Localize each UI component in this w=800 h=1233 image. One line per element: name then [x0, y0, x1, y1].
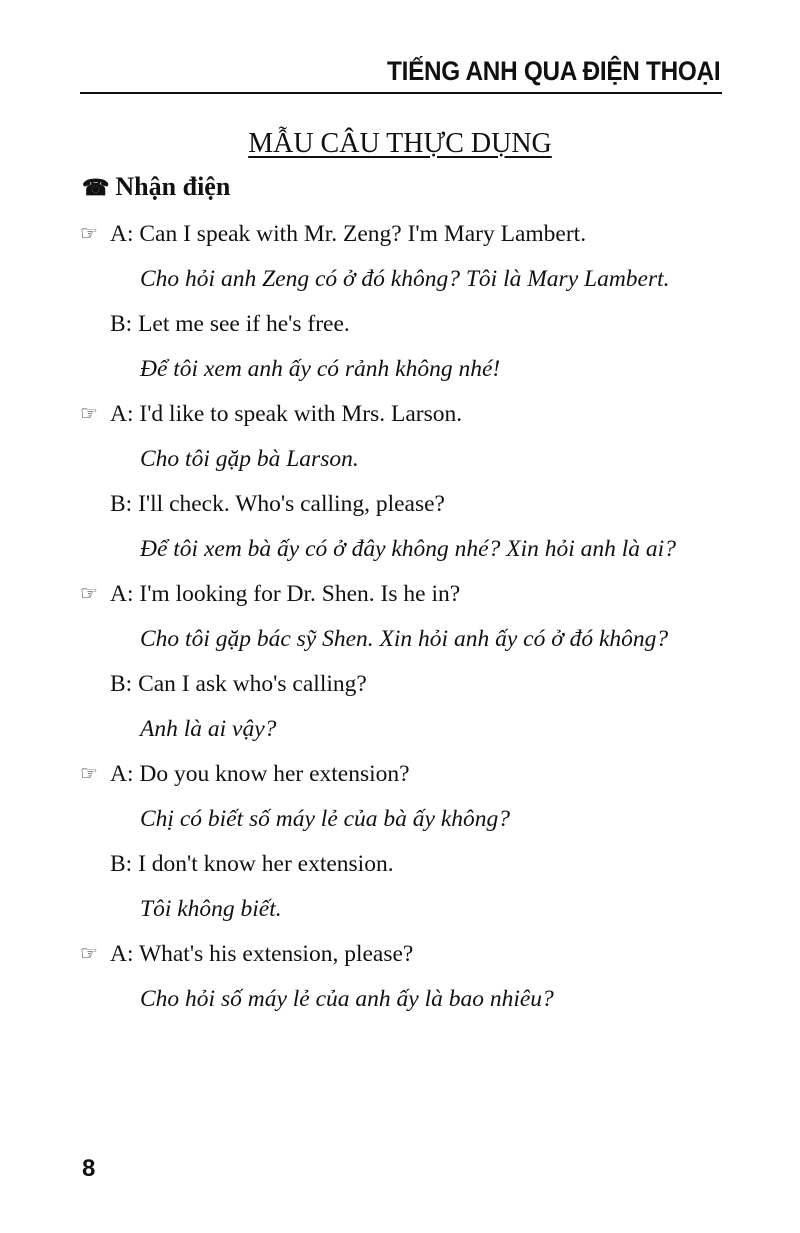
translation: Cho hỏi anh Zeng có ở đó không? Tôi là Mary Lambert.: [140, 266, 670, 292]
translation: Cho tôi gặp bà Larson.: [140, 446, 359, 472]
dialogue-list: [82, 218, 722, 1016]
translation: Để tôi xem bà ấy có ở đây không nhé? Xin hỏi anh là ai?: [140, 536, 676, 562]
pointing-hand-icon: ☞: [80, 223, 98, 245]
pointing-hand-icon: ☞: [80, 763, 98, 785]
translation: Tôi không biết.: [140, 896, 282, 922]
section-heading: ☎ Nhận điện: [82, 172, 231, 201]
translation: Chị có biết số máy lẻ của bà ấy không?: [140, 806, 511, 832]
speaker-b-line: B: Let me see if he's free.: [110, 311, 350, 337]
running-header: [80, 52, 722, 94]
pointing-hand-icon: ☞: [80, 943, 98, 965]
speaker-a-line: ☞ A: I'd like to speak with Mrs. Larson.: [82, 398, 722, 431]
pointing-hand-icon: ☞: [80, 583, 98, 605]
translation: Anh là ai vậy?: [140, 716, 277, 742]
speaker-a-line: ☞ A: Can I speak with Mr. Zeng? I'm Mary Lambert.: [82, 218, 722, 251]
translation: Cho tôi gặp bác sỹ Shen. Xin hỏi anh ấy có ở đó không?: [140, 626, 669, 652]
pointing-hand-icon: ☞: [80, 403, 98, 425]
speaker-b-line: B: I'll check. Who's calling, please?: [110, 491, 445, 517]
speaker-a-line: ☞ A: I'm looking for Dr. Shen. Is he in?: [82, 578, 722, 611]
speaker-a-line: ☞ A: What's his extension, please?: [82, 938, 722, 971]
page-number: 8: [82, 1155, 96, 1182]
speaker-b-line: B: I don't know her extension.: [110, 851, 394, 877]
speaker-a-line: ☞ A: Do you know her extension?: [82, 758, 722, 791]
chapter-title: MẪU CÂU THỰC DỤNG: [248, 128, 552, 159]
translation: Để tôi xem anh ấy có rảnh không nhé!: [140, 356, 501, 382]
speaker-b-line: B: Can I ask who's calling?: [110, 671, 367, 697]
translation: Cho hỏi số máy lẻ của anh ấy là bao nhiêu?: [140, 986, 554, 1012]
telephone-icon: ☎: [82, 175, 110, 200]
book-title: TIẾNG ANH QUA ĐIỆN THOẠI: [386, 56, 720, 86]
